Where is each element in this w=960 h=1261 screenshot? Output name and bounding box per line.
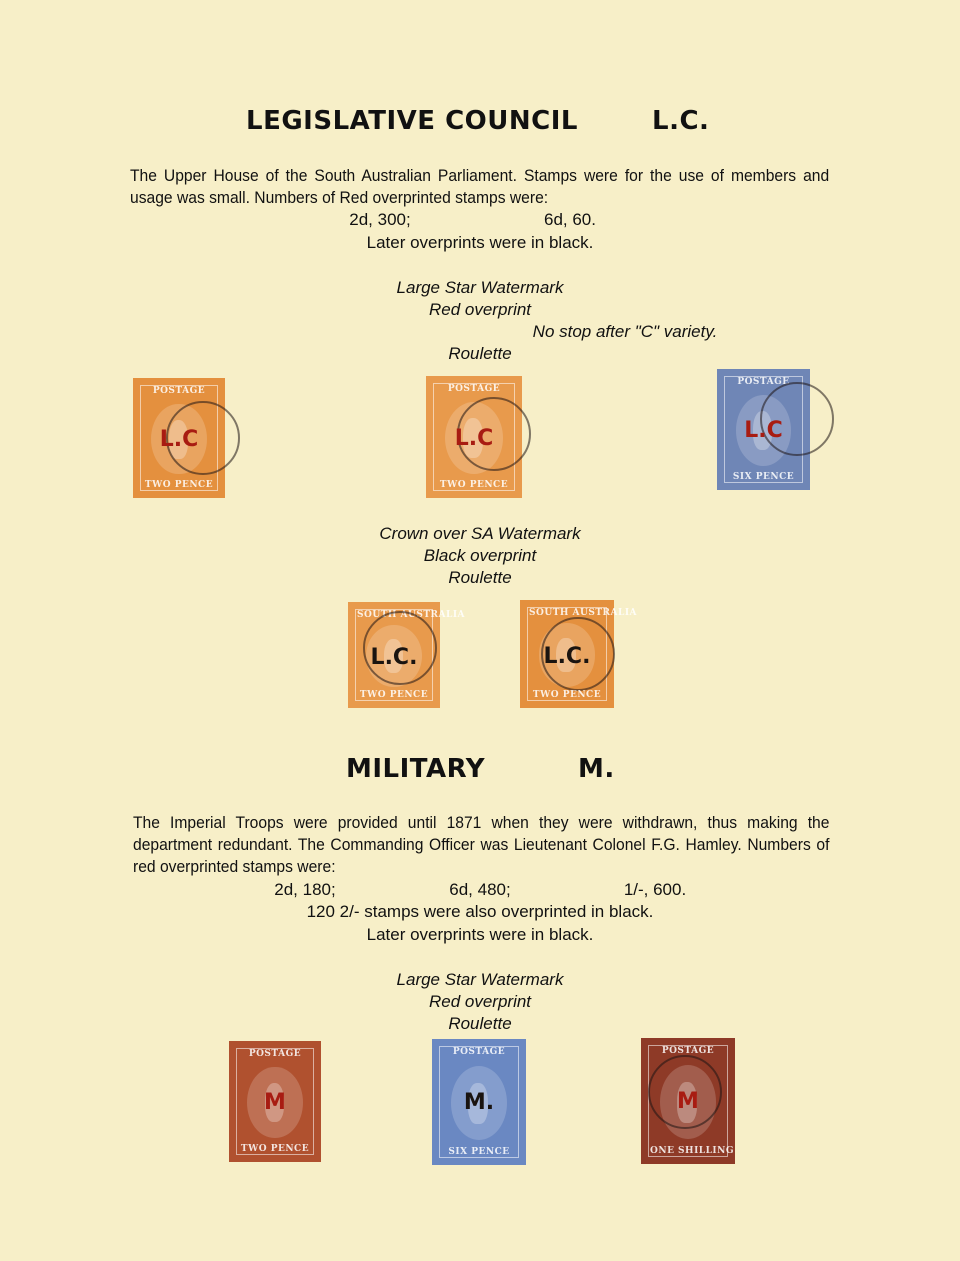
stamp-overprint: L.C (159, 426, 199, 452)
stamp-bottom-label: ONE SHILLING (650, 1146, 735, 1156)
stamp-top-label: POSTAGE (447, 384, 501, 394)
military-g1-watermark: Large Star Watermark (396, 970, 564, 989)
stamp-bottom-label: TWO PENCE (532, 690, 602, 700)
stamp-m-2d-red (229, 1041, 321, 1162)
military-description: The Imperial Troops were provided until 1871 when they were withdrawn, thus making the department redundant. The Commanding Officer was Lieutenant Colonel F.G. Hamley. Numbers of red overprinted stamps were: (133, 813, 830, 876)
stamp-bottom-label: SIX PENCE (732, 472, 795, 482)
stamp-overprint: M (677, 1089, 699, 1115)
lc-g1-overprint: Red overprint (428, 300, 532, 319)
stamp-lc-2d-red-roulette (426, 376, 522, 498)
stamp-lc-6d-red-no-stop (717, 369, 810, 490)
military-g1-overprint: Red overprint (428, 992, 532, 1011)
stamp-overprint: L.C. (543, 643, 591, 669)
stamp-lc-2d-red (133, 378, 225, 498)
stamp-overprint: L.C (454, 425, 494, 451)
stamp-lc-2d-black-1 (348, 602, 466, 708)
lc-g2-watermark: Crown over SA Watermark (379, 524, 581, 543)
stamp-top-label: POSTAGE (452, 1047, 506, 1057)
lc-title: LEGISLATIVE COUNCIL (246, 106, 578, 136)
stamp-top-label: POSTAGE (152, 386, 206, 396)
stamp-m-1s-red (641, 1038, 735, 1164)
lc-abbrev: L.C. (652, 106, 710, 136)
stamp-bottom-label: SIX PENCE (448, 1147, 510, 1157)
lc-g2-roulette: Roulette (448, 568, 512, 587)
stamp-top-label: POSTAGE (248, 1049, 302, 1059)
stamp-overprint: M (264, 1090, 286, 1116)
stamp-bottom-label: TWO PENCE (240, 1144, 310, 1154)
stamp-overprint: L.C. (370, 645, 418, 670)
stamp-bottom-label: TWO PENCE (359, 690, 429, 700)
military-g1-roulette: Roulette (448, 1014, 512, 1033)
military-count-1s: 1/-, 600. (623, 880, 687, 899)
stamp-top-label: SOUTH AUSTRALIA (529, 608, 638, 618)
stamp-bottom-label: TWO PENCE (144, 480, 214, 490)
stamp-overprint: L.C (744, 418, 783, 444)
stamp-lc-2d-black-2 (520, 600, 638, 708)
lc-g2-overprint: Black overprint (423, 546, 537, 565)
military-later-note: Later overprints were in black. (366, 925, 594, 944)
stamp-m-6d-red (432, 1039, 526, 1165)
lc-count-6d: 6d, 60. (544, 210, 596, 229)
stamp-bottom-label: TWO PENCE (439, 480, 509, 490)
stamp-overprint: M. (463, 1090, 495, 1116)
lc-description: The Upper House of the South Australian Parliament. Stamps were for the use of members and usage was small. Numbers of Red overprinted stamps were: (130, 166, 830, 207)
military-also-note: 120 2/- stamps were also overprinted in black. (306, 902, 654, 921)
military-title: MILITARY (346, 754, 486, 784)
lc-g1-watermark: Large Star Watermark (396, 278, 564, 297)
lc-count-2d: 2d, 300; (349, 210, 411, 229)
military-abbrev: M. (578, 754, 615, 784)
military-count-2d: 2d, 180; (274, 880, 336, 899)
stamp-top-label: POSTAGE (661, 1046, 715, 1056)
stamp-top-label: SOUTH AUSTRALIA (357, 610, 466, 620)
lc-later-note: Later overprints were in black. (366, 233, 594, 252)
stamp-top-label: POSTAGE (737, 377, 790, 387)
lc-g1-variety: No stop after "C" variety. (532, 322, 718, 341)
military-count-6d: 6d, 480; (449, 880, 511, 899)
lc-g1-roulette: Roulette (448, 344, 512, 363)
